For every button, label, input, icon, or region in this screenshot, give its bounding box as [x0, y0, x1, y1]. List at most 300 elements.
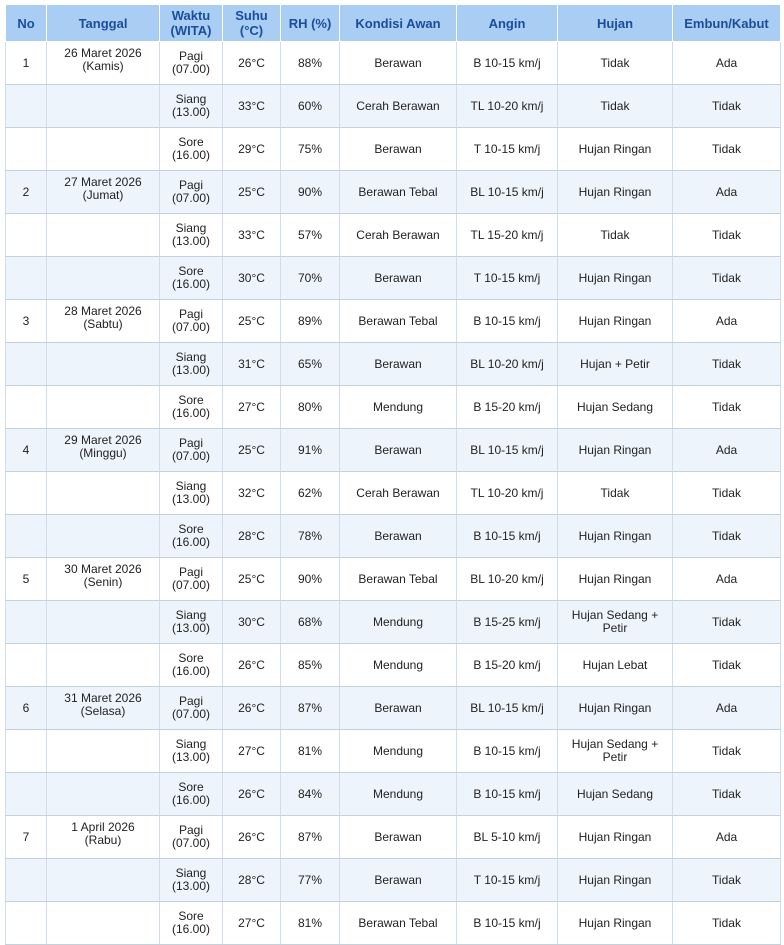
- cell-embun-kabut-text: Ada: [715, 55, 738, 70]
- cell-angin-text: B 15-25 km/j: [473, 614, 541, 629]
- cell-hujan: [558, 386, 673, 429]
- header-angin: Angin: [457, 5, 558, 42]
- cell-waktu: [160, 730, 223, 773]
- cell-suhu: [223, 300, 281, 343]
- cell-waktu-text: (16.00): [171, 277, 211, 291]
- cell-hujan-text: Hujan Ringan: [578, 313, 652, 328]
- cell-waktu: [160, 343, 223, 386]
- cell-embun-kabut-text: Tidak: [712, 743, 741, 758]
- cell-angin-text: B 15-20 km/j: [473, 657, 541, 672]
- table-row: [6, 85, 781, 128]
- cell-embun-kabut-text: Ada: [715, 829, 738, 844]
- cell-tanggal: [47, 429, 160, 472]
- cell-waktu-text: Siang: [175, 350, 207, 364]
- cell-no-text: 6: [22, 700, 30, 715]
- cell-angin: [457, 42, 558, 85]
- header-suhu: Suhu (°C): [223, 5, 281, 42]
- cell-kondisi-awan-text: Mendung: [372, 399, 424, 414]
- cell-no: [6, 687, 47, 730]
- cell-embun-kabut: [673, 386, 781, 429]
- cell-suhu: [223, 859, 281, 902]
- table-row: [6, 128, 781, 171]
- cell-angin-text: TL 15-20 km/j: [470, 227, 544, 242]
- cell-embun-kabut-text: Tidak: [712, 98, 741, 113]
- cell-suhu: [223, 257, 281, 300]
- cell-kondisi-awan-text: Mendung: [372, 743, 424, 758]
- cell-embun-kabut: [673, 515, 781, 558]
- cell-hujan: [558, 773, 673, 816]
- cell-tanggal-text: (Senin): [83, 575, 123, 589]
- table-row: [6, 601, 781, 644]
- cell-tanggal: [47, 42, 160, 85]
- table-row: [6, 343, 781, 386]
- cell-waktu-text: (07.00): [171, 578, 211, 592]
- cell-waktu-text: Sore: [178, 909, 204, 923]
- cell-embun-kabut-text: Tidak: [712, 270, 741, 285]
- cell-tanggal-text: 31 Maret 2026: [64, 691, 142, 705]
- cell-kondisi-awan: [340, 644, 457, 687]
- cell-hujan: [558, 257, 673, 300]
- cell-hujan-text: Hujan Sedang + Petir: [571, 608, 659, 635]
- cell-suhu-text: 26°C: [238, 657, 265, 672]
- cell-suhu: [223, 730, 281, 773]
- cell-hujan-text: Hujan + Petir: [580, 356, 650, 371]
- cell-hujan-text: Tidak: [600, 55, 630, 70]
- cell-rh-text: 62%: [297, 485, 323, 500]
- cell-angin: [457, 859, 558, 902]
- cell-hujan-text: Hujan Sedang: [576, 399, 654, 414]
- cell-kondisi-awan-text: Mendung: [372, 614, 424, 629]
- cell-tanggal: [47, 472, 160, 515]
- table-row: [6, 42, 781, 85]
- cell-rh: [281, 429, 340, 472]
- cell-suhu-text: 33°C: [238, 98, 265, 113]
- cell-angin-text: B 10-15 km/j: [473, 786, 541, 801]
- cell-waktu-text: (16.00): [171, 406, 211, 420]
- cell-tanggal-text: (Rabu): [84, 833, 122, 847]
- cell-hujan: [558, 687, 673, 730]
- cell-angin: [457, 730, 558, 773]
- cell-suhu-text: 26°C: [238, 700, 265, 715]
- cell-no: [6, 214, 47, 257]
- cell-suhu: [223, 816, 281, 859]
- cell-waktu-text: (07.00): [171, 836, 211, 850]
- cell-embun-kabut: [673, 300, 781, 343]
- cell-waktu-text: (07.00): [171, 449, 211, 463]
- cell-embun-kabut-text: Tidak: [712, 227, 741, 242]
- cell-suhu-text: 25°C: [238, 442, 265, 457]
- cell-waktu: [160, 601, 223, 644]
- cell-waktu: [160, 429, 223, 472]
- cell-waktu: [160, 687, 223, 730]
- cell-angin-text: B 10-15 km/j: [473, 55, 541, 70]
- cell-waktu-text: Sore: [178, 264, 204, 278]
- cell-suhu-text: 30°C: [238, 270, 265, 285]
- cell-no: [6, 644, 47, 687]
- cell-angin-text: TL 10-20 km/j: [470, 485, 544, 500]
- cell-waktu-text: (13.00): [171, 621, 211, 635]
- weather-forecast-table: [5, 4, 781, 945]
- cell-hujan-text: Hujan Ringan: [578, 872, 652, 887]
- table-row: [6, 515, 781, 558]
- cell-waktu-text: Pagi: [178, 49, 204, 63]
- cell-waktu: [160, 171, 223, 214]
- cell-angin-text: TL 10-20 km/j: [470, 98, 544, 113]
- cell-angin: [457, 386, 558, 429]
- cell-suhu-text: 28°C: [238, 528, 265, 543]
- cell-rh: [281, 257, 340, 300]
- cell-angin: [457, 472, 558, 515]
- cell-angin: [457, 171, 558, 214]
- cell-waktu-text: Sore: [178, 651, 204, 665]
- cell-waktu-text: (07.00): [171, 320, 211, 334]
- cell-rh-text: 57%: [297, 227, 323, 242]
- table-row: [6, 902, 781, 945]
- cell-waktu-text: Sore: [178, 135, 204, 149]
- cell-tanggal: [47, 85, 160, 128]
- cell-suhu: [223, 558, 281, 601]
- cell-kondisi-awan-text: Cerah Berawan: [356, 98, 440, 113]
- cell-tanggal: [47, 730, 160, 773]
- cell-no: [6, 558, 47, 601]
- cell-rh-text: 90%: [297, 184, 323, 199]
- cell-suhu-text: 27°C: [238, 743, 265, 758]
- cell-suhu: [223, 128, 281, 171]
- header-kondisi-awan: Kondisi Awan: [340, 5, 457, 42]
- cell-embun-kabut: [673, 902, 781, 945]
- cell-kondisi-awan-text: Berawan: [374, 141, 422, 156]
- cell-suhu-text: 26°C: [238, 786, 265, 801]
- cell-embun-kabut-text: Ada: [715, 313, 738, 328]
- cell-kondisi-awan: [340, 214, 457, 257]
- cell-waktu: [160, 128, 223, 171]
- cell-rh: [281, 730, 340, 773]
- header-rh: RH (%): [281, 5, 340, 42]
- cell-tanggal: [47, 601, 160, 644]
- cell-kondisi-awan: [340, 171, 457, 214]
- cell-kondisi-awan-text: Mendung: [372, 657, 424, 672]
- cell-waktu-text: (16.00): [171, 148, 211, 162]
- cell-waktu-text: (16.00): [171, 922, 211, 936]
- cell-tanggal-text: (Selasa): [80, 704, 126, 718]
- cell-tanggal: [47, 902, 160, 945]
- cell-rh: [281, 687, 340, 730]
- cell-angin-text: BL 10-20 km/j: [470, 571, 544, 586]
- cell-kondisi-awan: [340, 816, 457, 859]
- table-row: [6, 816, 781, 859]
- table-row: [6, 171, 781, 214]
- cell-waktu-text: Sore: [178, 780, 204, 794]
- cell-hujan-text: Hujan Ringan: [578, 184, 652, 199]
- cell-embun-kabut-text: Tidak: [712, 614, 741, 629]
- cell-waktu: [160, 859, 223, 902]
- cell-rh: [281, 128, 340, 171]
- cell-hujan-text: Hujan Lebat: [582, 657, 648, 672]
- cell-angin-text: B 10-15 km/j: [473, 528, 541, 543]
- cell-no: [6, 730, 47, 773]
- cell-no: [6, 601, 47, 644]
- cell-hujan: [558, 515, 673, 558]
- cell-suhu-text: 28°C: [238, 872, 265, 887]
- cell-rh-text: 84%: [297, 786, 323, 801]
- cell-tanggal-text: 26 Maret 2026: [64, 46, 142, 60]
- cell-waktu: [160, 472, 223, 515]
- cell-embun-kabut-text: Tidak: [712, 786, 741, 801]
- cell-waktu: [160, 773, 223, 816]
- cell-kondisi-awan: [340, 558, 457, 601]
- cell-suhu: [223, 85, 281, 128]
- table-body: [6, 42, 781, 945]
- cell-waktu-text: Pagi: [178, 823, 204, 837]
- cell-waktu-text: Sore: [178, 522, 204, 536]
- cell-embun-kabut-text: Tidak: [712, 872, 741, 887]
- cell-angin-text: B 10-15 km/j: [473, 313, 541, 328]
- cell-suhu-text: 25°C: [238, 184, 265, 199]
- cell-rh-text: 87%: [297, 829, 323, 844]
- cell-kondisi-awan-text: Berawan: [374, 356, 422, 371]
- cell-waktu-text: (16.00): [171, 535, 211, 549]
- cell-angin-text: B 10-15 km/j: [473, 743, 541, 758]
- cell-angin: [457, 300, 558, 343]
- cell-rh-text: 78%: [297, 528, 323, 543]
- cell-rh: [281, 859, 340, 902]
- cell-angin: [457, 773, 558, 816]
- cell-angin: [457, 515, 558, 558]
- header-hujan: Hujan: [558, 5, 673, 42]
- cell-waktu: [160, 515, 223, 558]
- cell-hujan-text: Hujan Ringan: [578, 442, 652, 457]
- cell-hujan: [558, 558, 673, 601]
- cell-tanggal: [47, 816, 160, 859]
- cell-kondisi-awan-text: Cerah Berawan: [356, 227, 440, 242]
- cell-no: [6, 128, 47, 171]
- cell-waktu-text: Pagi: [178, 565, 204, 579]
- cell-angin: [457, 343, 558, 386]
- cell-no: [6, 429, 47, 472]
- table-row: [6, 773, 781, 816]
- cell-angin: [457, 257, 558, 300]
- cell-no: [6, 257, 47, 300]
- cell-kondisi-awan: [340, 515, 457, 558]
- cell-suhu: [223, 386, 281, 429]
- cell-kondisi-awan-text: Berawan: [374, 700, 422, 715]
- cell-angin: [457, 558, 558, 601]
- cell-kondisi-awan-text: Berawan: [374, 55, 422, 70]
- cell-embun-kabut-text: Tidak: [712, 915, 741, 930]
- cell-no-text: 3: [22, 313, 30, 328]
- cell-embun-kabut-text: Tidak: [712, 356, 741, 371]
- cell-tanggal-text: 30 Maret 2026: [64, 562, 142, 576]
- cell-embun-kabut: [673, 730, 781, 773]
- cell-rh: [281, 85, 340, 128]
- cell-waktu-text: Pagi: [178, 436, 204, 450]
- cell-embun-kabut-text: Tidak: [712, 141, 741, 156]
- cell-rh-text: 77%: [297, 872, 323, 887]
- cell-suhu-text: 33°C: [238, 227, 265, 242]
- cell-suhu-text: 26°C: [238, 829, 265, 844]
- cell-rh: [281, 902, 340, 945]
- cell-rh-text: 91%: [297, 442, 323, 457]
- cell-waktu: [160, 816, 223, 859]
- cell-waktu: [160, 42, 223, 85]
- cell-embun-kabut: [673, 816, 781, 859]
- cell-angin: [457, 214, 558, 257]
- cell-suhu-text: 25°C: [238, 571, 265, 586]
- cell-rh-text: 81%: [297, 743, 323, 758]
- cell-kondisi-awan-text: Berawan Tebal: [358, 571, 438, 586]
- cell-waktu-text: Pagi: [178, 694, 204, 708]
- cell-suhu-text: 32°C: [238, 485, 265, 500]
- cell-hujan: [558, 859, 673, 902]
- cell-waktu: [160, 214, 223, 257]
- cell-embun-kabut-text: Ada: [715, 571, 738, 586]
- cell-rh-text: 85%: [297, 657, 323, 672]
- cell-angin-text: T 10-15 km/j: [473, 141, 541, 156]
- cell-angin-text: BL 10-15 km/j: [470, 184, 544, 199]
- cell-tanggal-text: (Kamis): [82, 59, 124, 73]
- table-row: [6, 859, 781, 902]
- table-row: [6, 214, 781, 257]
- cell-hujan: [558, 644, 673, 687]
- cell-hujan: [558, 42, 673, 85]
- cell-kondisi-awan: [340, 42, 457, 85]
- cell-embun-kabut-text: Ada: [715, 442, 738, 457]
- cell-angin-text: BL 5-10 km/j: [473, 829, 541, 844]
- cell-angin-text: B 15-20 km/j: [473, 399, 541, 414]
- cell-hujan-text: Hujan Ringan: [578, 829, 652, 844]
- cell-waktu-text: Siang: [175, 92, 207, 106]
- cell-tanggal: [47, 558, 160, 601]
- cell-embun-kabut: [673, 42, 781, 85]
- cell-rh-text: 75%: [297, 141, 323, 156]
- cell-suhu-text: 29°C: [238, 141, 265, 156]
- table-row: [6, 300, 781, 343]
- cell-kondisi-awan-text: Berawan: [374, 528, 422, 543]
- cell-tanggal: [47, 214, 160, 257]
- cell-suhu: [223, 773, 281, 816]
- cell-no: [6, 472, 47, 515]
- cell-tanggal: [47, 859, 160, 902]
- cell-kondisi-awan-text: Berawan: [374, 829, 422, 844]
- table-row: [6, 257, 781, 300]
- cell-rh: [281, 214, 340, 257]
- cell-kondisi-awan-text: Berawan: [374, 270, 422, 285]
- header-waktu: Waktu (WITA): [160, 5, 223, 42]
- cell-no: [6, 515, 47, 558]
- cell-rh: [281, 816, 340, 859]
- cell-hujan: [558, 601, 673, 644]
- cell-no: [6, 859, 47, 902]
- cell-angin-text: BL 10-15 km/j: [470, 442, 544, 457]
- cell-suhu: [223, 515, 281, 558]
- cell-kondisi-awan: [340, 257, 457, 300]
- cell-no-text: 5: [22, 571, 30, 586]
- cell-embun-kabut: [673, 601, 781, 644]
- cell-embun-kabut: [673, 644, 781, 687]
- cell-kondisi-awan-text: Berawan: [374, 442, 422, 457]
- cell-hujan-text: Hujan Sedang + Petir: [571, 737, 659, 764]
- cell-embun-kabut-text: Tidak: [712, 657, 741, 672]
- cell-suhu: [223, 644, 281, 687]
- cell-suhu: [223, 902, 281, 945]
- cell-angin: [457, 601, 558, 644]
- cell-rh: [281, 472, 340, 515]
- table-row: [6, 472, 781, 515]
- cell-tanggal: [47, 128, 160, 171]
- cell-tanggal: [47, 171, 160, 214]
- cell-waktu-text: (13.00): [171, 105, 211, 119]
- cell-kondisi-awan: [340, 902, 457, 945]
- cell-kondisi-awan: [340, 472, 457, 515]
- cell-angin: [457, 644, 558, 687]
- cell-embun-kabut: [673, 343, 781, 386]
- cell-rh: [281, 300, 340, 343]
- cell-rh-text: 88%: [297, 55, 323, 70]
- cell-waktu-text: Siang: [175, 866, 207, 880]
- cell-waktu-text: (07.00): [171, 191, 211, 205]
- cell-embun-kabut-text: Tidak: [712, 399, 741, 414]
- cell-hujan: [558, 214, 673, 257]
- cell-hujan: [558, 816, 673, 859]
- cell-waktu: [160, 85, 223, 128]
- cell-kondisi-awan: [340, 343, 457, 386]
- cell-angin: [457, 902, 558, 945]
- cell-tanggal: [47, 300, 160, 343]
- cell-angin-text: T 10-15 km/j: [473, 872, 541, 887]
- cell-no: [6, 343, 47, 386]
- cell-waktu-text: Siang: [175, 608, 207, 622]
- cell-tanggal: [47, 386, 160, 429]
- cell-waktu: [160, 300, 223, 343]
- cell-tanggal: [47, 257, 160, 300]
- cell-hujan: [558, 429, 673, 472]
- cell-embun-kabut: [673, 128, 781, 171]
- cell-waktu-text: Sore: [178, 393, 204, 407]
- cell-kondisi-awan: [340, 429, 457, 472]
- cell-no-text: 7: [22, 829, 30, 844]
- cell-hujan-text: Hujan Ringan: [578, 700, 652, 715]
- cell-tanggal-text: 29 Maret 2026: [64, 433, 142, 447]
- cell-suhu: [223, 472, 281, 515]
- cell-tanggal-text: 27 Maret 2026: [64, 175, 142, 189]
- cell-hujan-text: Hujan Sedang: [576, 786, 654, 801]
- cell-waktu-text: (13.00): [171, 492, 211, 506]
- cell-rh-text: 87%: [297, 700, 323, 715]
- cell-hujan-text: Hujan Ringan: [578, 141, 652, 156]
- table-row: [6, 429, 781, 472]
- cell-waktu-text: (16.00): [171, 793, 211, 807]
- cell-no: [6, 386, 47, 429]
- cell-hujan: [558, 128, 673, 171]
- cell-kondisi-awan: [340, 730, 457, 773]
- cell-tanggal-text: (Sabtu): [83, 317, 123, 331]
- cell-embun-kabut: [673, 687, 781, 730]
- cell-embun-kabut-text: Ada: [715, 700, 738, 715]
- table-row: [6, 644, 781, 687]
- cell-suhu: [223, 429, 281, 472]
- cell-hujan: [558, 300, 673, 343]
- cell-suhu: [223, 171, 281, 214]
- cell-rh: [281, 558, 340, 601]
- cell-hujan: [558, 730, 673, 773]
- cell-angin: [457, 85, 558, 128]
- cell-kondisi-awan-text: Cerah Berawan: [356, 485, 440, 500]
- cell-kondisi-awan: [340, 85, 457, 128]
- table-row: [6, 687, 781, 730]
- cell-kondisi-awan-text: Berawan Tebal: [358, 313, 438, 328]
- cell-tanggal-text: 28 Maret 2026: [64, 304, 142, 318]
- cell-suhu: [223, 42, 281, 85]
